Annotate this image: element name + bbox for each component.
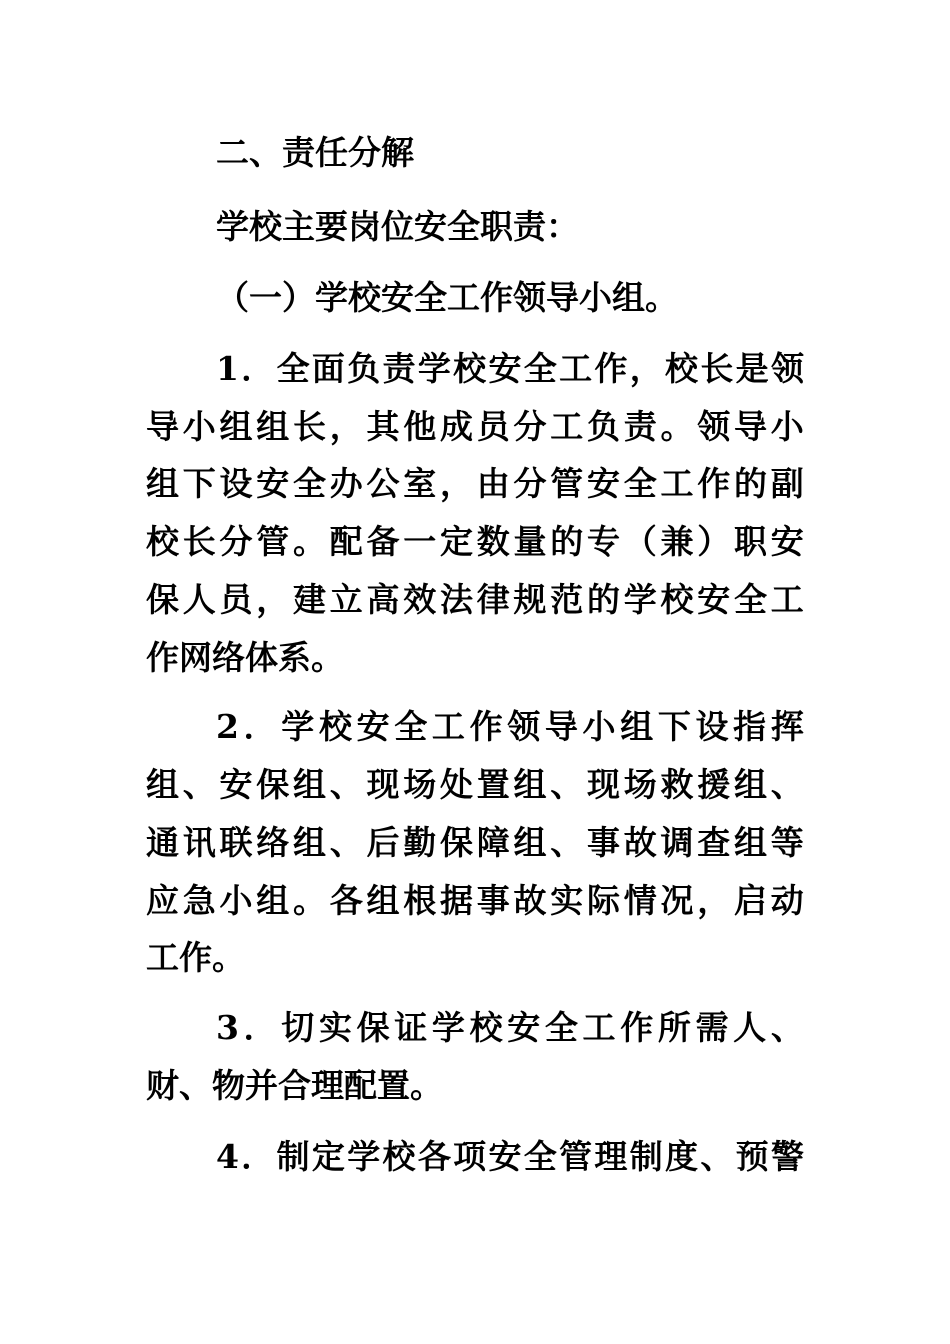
paragraph-line <box>146 823 804 863</box>
paragraph-line: 工作。 <box>146 938 245 977</box>
paragraph-line <box>216 1008 804 1048</box>
justified-text: 4 ． 制 定 学 校 各 项 安 全 管 理 制 度 、 预 警 <box>216 1137 804 1176</box>
justified-text: 组 下 设 安 全 办 公 室 ， 由 分 管 安 全 工 作 的 副 <box>146 464 804 503</box>
paragraph-line <box>146 765 804 805</box>
paragraph-line: 作网络体系。 <box>146 638 344 677</box>
paragraph-line <box>146 522 804 562</box>
intro-text: 学校主要岗位安全职责： <box>216 207 579 246</box>
section-heading: 二、责任分解 <box>216 133 414 172</box>
paragraph-line <box>146 881 804 921</box>
subheading: （一）学校安全工作领导小组。 <box>216 278 678 317</box>
justified-text: 应 急 小 组 。 各 组 根 据 事 故 实 际 情 况 ， 启 动 <box>146 881 804 920</box>
justified-text: 3 ． 切 实 保 证 学 校 安 全 工 作 所 需 人 、 <box>216 1008 804 1047</box>
paragraph-line <box>216 707 804 747</box>
justified-text: 导 小 组 组 长 ， 其 他 成 员 分 工 负 责 。 领 导 小 <box>146 407 804 446</box>
paragraph-line: 财、物并合理配置。 <box>146 1066 443 1105</box>
justified-text: 2 ． 学 校 安 全 工 作 领 导 小 组 下 设 指 挥 <box>216 707 804 746</box>
justified-text: 校 长 分 管 。 配 备 一 定 数 量 的 专 （ 兼 ） 职 安 <box>146 522 804 561</box>
paragraph-line <box>146 464 804 504</box>
justified-text: 1 ． 全 面 负 责 学 校 安 全 工 作 ， 校 长 是 领 <box>216 349 804 388</box>
paragraph-line <box>146 580 804 620</box>
paragraph-line <box>146 407 804 447</box>
justified-text: 通 讯 联 络 组 、 后 勤 保 障 组 、 事 故 调 查 组 等 <box>146 823 804 862</box>
justified-text: 组 、 安 保 组 、 现 场 处 置 组 、 现 场 救 援 组 、 <box>146 765 804 804</box>
paragraph-line <box>216 349 804 389</box>
paragraph-line <box>216 1137 804 1177</box>
justified-text: 保 人 员 ， 建 立 高 效 法 律 规 范 的 学 校 安 全 工 <box>146 580 804 619</box>
